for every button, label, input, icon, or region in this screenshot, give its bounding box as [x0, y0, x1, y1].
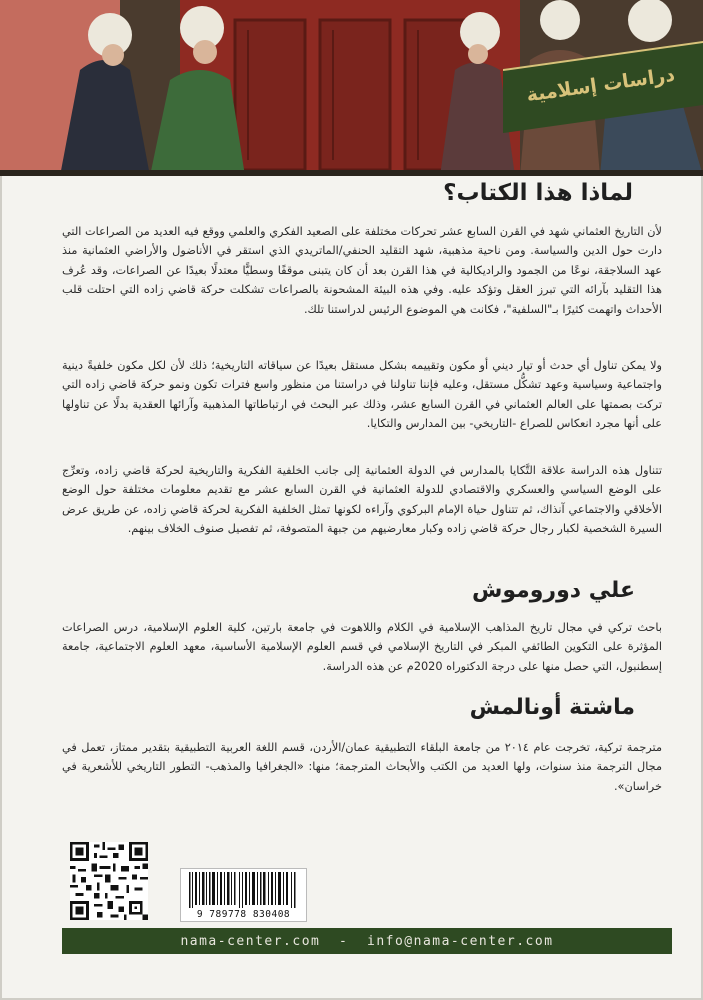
why-book-heading: لماذا هذا الكتاب؟ [443, 180, 633, 206]
why-book-paragraph: تتناول هذه الدراسة علاقة التَّكايا بالمدارس في الدولة العثمانية إلى جانب الخلفية الفكرية والتاريخية لحركة قاضي زاده، وتعرِّج على الوضع السياسي والعسكري والاقتصادي للدولة العثمانية في القرن السابع عشر مع تقديم معلومات مختلفة حول الوضع الأخلاقي والاجتماعي آنذاك، ثم تتناول حياة الإمام البركوي وآراءه لكونها تمثل الخلفية الفكرية لحركة قاضي زاده، عن طريق عرض السيرة الشخصية لكبار رجال حركة قاضي زاده وكبار معارضيهم من جبهة المتصوفة، ثم تفصيل صنوف الخلاف بينهم. [62, 464, 662, 536]
series-label: دراسات إسلامية [524, 63, 676, 107]
translator-name: ماشتة أونالمش [469, 695, 635, 720]
translator-bio: مترجمة تركية، تخرجت عام ٢٠١٤ من جامعة البلقاء التطبيقية عمان/الأردن، قسم اللغة العربية التطبيقية بتقدير ممتاز، تعمل في مجال الترجمة منذ سنوات، ولها العديد من الكتب والأبحاث المترجمة؛ منها: «الجغرافيا والمذهب- التطور التاريخي للأشعرية في خراسان». [62, 741, 662, 793]
isbn-digits: 9 789778 830408 [196, 909, 291, 920]
why-book-paragraph: ولا يمكن تناول أي حدث أو تيار ديني أو مكون وتقييمه بشكل مستقل بعيدًا عن سياقاته التاريخية؛ ذلك لأن لكل مكون خلفيةً دينية واجتماعية وسياسية وعهد تشكُّل مستقل، وعليه فإننا تناولنا في دراستنا من منظور واسع فترات تكون ونمو حركة قاضي زاده التي تركت بصمتها على العالم العثماني في القرن السابع عشر، وذلك عبر البحث في ارتباطاتها المذهبية وآرائها العقدية بدلًا عن تناولها على أنها مجرد انعكاس للصراع -التاريخي- بين المدارس والتكايا. [62, 359, 662, 431]
author-bio: باحث تركي في مجال تاريخ المذاهب الإسلامية في الكلام واللاهوت في جامعة بارتين، كلية العلوم الإسلامية، درس الصراعات المؤثرة على التكوين الطائفي المبكر في التاريخ الإسلامي في قسم العلوم الإسلامية الأساسية، معهد العلوم الاجتماعية، جامعة إسطنبول، التي حصل منها على درجة الدكتوراه 2020م عن هذه الدراسة. [62, 621, 662, 673]
footer-contact-bar [62, 928, 672, 954]
footer-contact-text: nama-center.com - info@nama-center.com [180, 933, 554, 949]
qr-code [70, 842, 148, 920]
why-book-paragraph: لأن التاريخ العثماني شهد في القرن السابع عشر تحركات مختلفة على الصعيد الفكري والعلمي ووقع فيه العديد من الصراعات التي دارت حول الدين والسياسة. ومن ناحية مذهبية، شهد التقليد الحنفي/الماتريدي الذي استقر في الأناضول والأراضي العثمانية منذ عهد السلاجقة، نوعًا من الجمود والراديكالية في هذا القرن بعد أن كان يتبنى موقفًا وسطيًّا معتدلًا بعيدًا عن الصراعات، وقد عُرف هذا التقليد بآرائه التي تبرز العقل وتؤكد عليه. وفي هذه البيئة المشحونة بالصراعات تشكلت حركة قاضي زاده التي احتلت قلب الأحداث واتهمت كثيرًا بـ"السلفية"، فكانت هي الموضوع الرئيس لدراستنا تلك. [62, 225, 662, 316]
isbn-barcode [180, 868, 307, 922]
author-name: علي دوروموش [471, 578, 635, 603]
cover-illustration [0, 0, 703, 176]
